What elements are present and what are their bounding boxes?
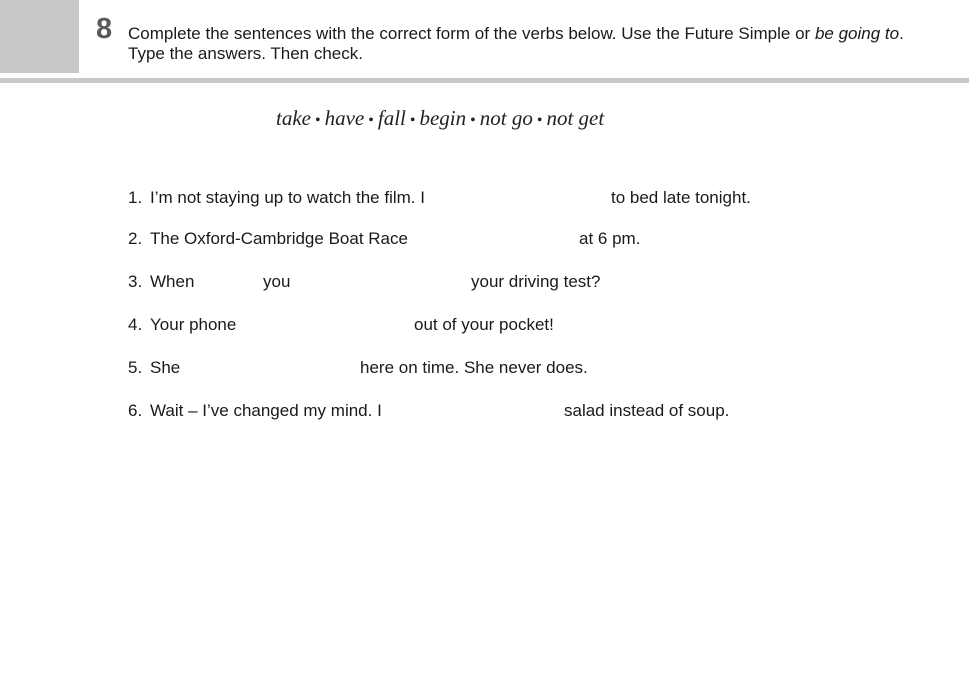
header-corner-block <box>0 0 79 73</box>
sentence-number: 2. <box>128 229 143 248</box>
sentence-3 <box>128 272 828 296</box>
sentence-number: 3. <box>128 272 143 291</box>
sentence-text: you <box>263 272 291 291</box>
exercise-number: 8 <box>96 13 113 45</box>
word-bank-item: not get <box>546 106 605 130</box>
sentence-1 <box>128 188 828 212</box>
sentence-text: to bed late tonight. <box>611 188 751 207</box>
sentence-text: at 6 pm. <box>579 229 641 248</box>
word-separator: • <box>368 112 374 129</box>
sentence-text: When <box>150 272 195 291</box>
word-separator: • <box>314 112 321 129</box>
answer-gap-2[interactable] <box>406 227 580 251</box>
sentence-text: She <box>150 358 181 377</box>
word-bank-item: have <box>324 106 365 130</box>
word-bank-item: not go <box>479 106 533 130</box>
sentence-text: here on time. She never does. <box>360 358 588 377</box>
answer-gap-3b[interactable] <box>296 270 472 294</box>
sentence-text: The Oxford-Cambridge Boat Race <box>150 229 408 248</box>
sentence-text: Your phone <box>150 315 237 334</box>
sentence-text: your driving test? <box>471 272 601 291</box>
answer-gap-3a[interactable] <box>200 270 262 294</box>
answer-gap-1[interactable] <box>436 186 610 210</box>
header-divider <box>0 78 969 83</box>
sentence-text: I’m not staying up to watch the film. I <box>150 188 425 207</box>
sentence-text: out of your pocket! <box>414 315 554 334</box>
instruction-italic-text: be going to <box>814 24 900 43</box>
answer-gap-5[interactable] <box>184 356 358 380</box>
word-separator: • <box>470 112 476 129</box>
sentence-number: 5. <box>128 358 143 377</box>
sentence-number: 4. <box>128 315 143 334</box>
exercise-instruction <box>128 24 933 64</box>
word-separator: • <box>536 112 543 129</box>
sentence-2 <box>128 229 828 253</box>
instruction-main-text: Complete the sentences with the correct form of the verbs below. Use the Future Simple or <box>128 24 815 43</box>
instruction-end-text: . Type the answers. Then check. <box>128 24 904 63</box>
sentence-text: salad instead of soup. <box>564 401 730 420</box>
answer-gap-6[interactable] <box>390 399 564 423</box>
sentence-number: 1. <box>128 188 143 207</box>
sentence-4 <box>128 315 828 339</box>
answer-gap-4[interactable] <box>240 313 414 337</box>
word-bank <box>276 106 604 131</box>
word-bank-item: fall <box>377 106 406 130</box>
sentence-text: Wait – I’ve changed my mind. I <box>150 401 382 420</box>
sentence-6 <box>128 401 828 425</box>
sentence-5 <box>128 358 828 382</box>
sentence-number: 6. <box>128 401 143 420</box>
word-separator: • <box>409 112 416 129</box>
word-bank-item: begin <box>419 106 467 130</box>
word-bank-item: take <box>276 106 311 130</box>
